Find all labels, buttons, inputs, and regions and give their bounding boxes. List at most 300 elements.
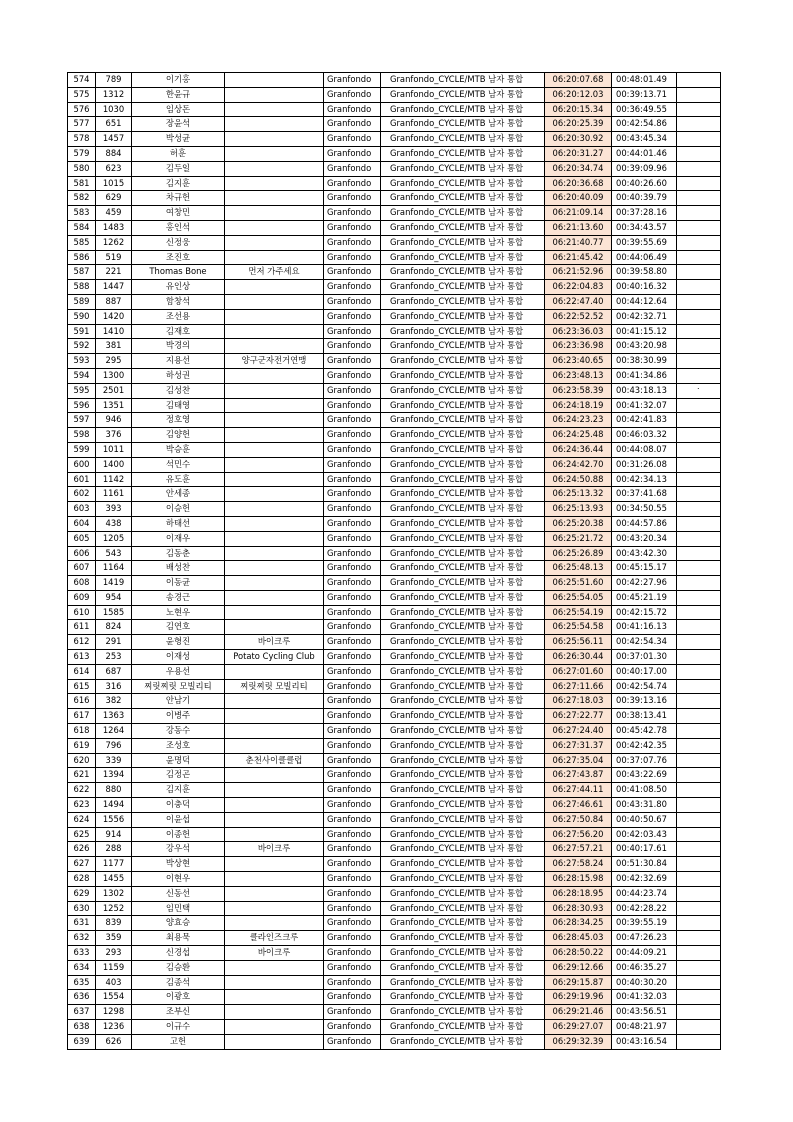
split-time-cell: 00:42:54.74 <box>612 679 677 694</box>
course-cell: Granfondo <box>324 931 381 946</box>
rank-cell: 601 <box>68 472 96 487</box>
empty-cell <box>677 812 721 827</box>
rank-cell: 580 <box>68 161 96 176</box>
finish-time-cell: 06:27:58.24 <box>545 857 612 872</box>
empty-cell <box>677 117 721 132</box>
team-cell <box>225 294 324 309</box>
rank-cell: 628 <box>68 872 96 887</box>
category-cell: Granfondo_CYCLE/MTB 남자 통합 <box>381 176 545 191</box>
course-cell: Granfondo <box>324 502 381 517</box>
split-time-cell: 00:42:54.86 <box>612 117 677 132</box>
rank-cell: 600 <box>68 457 96 472</box>
name-cell: 장윤석 <box>132 117 225 132</box>
table-row <box>68 324 721 339</box>
rank-cell: 611 <box>68 620 96 635</box>
category-cell: Granfondo_CYCLE/MTB 남자 통합 <box>381 694 545 709</box>
split-time-cell: 00:39:09.96 <box>612 161 677 176</box>
split-time-cell: 00:42:32.69 <box>612 872 677 887</box>
split-time-cell: 00:43:20.34 <box>612 531 677 546</box>
team-cell <box>225 206 324 221</box>
rank-cell: 631 <box>68 916 96 931</box>
empty-cell <box>677 472 721 487</box>
split-time-cell: 00:39:13.16 <box>612 694 677 709</box>
empty-cell <box>677 590 721 605</box>
table-row <box>68 280 721 295</box>
empty-cell <box>677 146 721 161</box>
empty-cell <box>677 901 721 916</box>
course-cell: Granfondo <box>324 324 381 339</box>
finish-time-cell: 06:28:30.93 <box>545 901 612 916</box>
finish-time-cell: 06:23:58.39 <box>545 383 612 398</box>
finish-time-cell: 06:25:56.11 <box>545 635 612 650</box>
empty-cell <box>677 650 721 665</box>
empty-cell <box>677 206 721 221</box>
name-cell: 안남기 <box>132 694 225 709</box>
course-cell: Granfondo <box>324 916 381 931</box>
name-cell: 김재호 <box>132 324 225 339</box>
empty-cell <box>677 413 721 428</box>
bib-cell: 1030 <box>96 102 132 117</box>
name-cell: 이승헌 <box>132 502 225 517</box>
name-cell: 김지훈 <box>132 176 225 191</box>
table-row <box>68 857 721 872</box>
category-cell: Granfondo_CYCLE/MTB 남자 통합 <box>381 753 545 768</box>
course-cell: Granfondo <box>324 487 381 502</box>
empty-cell <box>677 294 721 309</box>
course-cell: Granfondo <box>324 946 381 961</box>
rank-cell: 634 <box>68 960 96 975</box>
bib-cell: 293 <box>96 946 132 961</box>
finish-time-cell: 06:29:19.96 <box>545 990 612 1005</box>
name-cell: 신경섭 <box>132 946 225 961</box>
category-cell: Granfondo_CYCLE/MTB 남자 통합 <box>381 472 545 487</box>
name-cell: 박성균 <box>132 132 225 147</box>
name-cell: 고헌 <box>132 1034 225 1049</box>
empty-cell <box>677 827 721 842</box>
rank-cell: 613 <box>68 650 96 665</box>
finish-time-cell: 06:20:07.68 <box>545 73 612 88</box>
finish-time-cell: 06:20:40.09 <box>545 191 612 206</box>
name-cell: 찌릿찌릿 모빌리티 <box>132 679 225 694</box>
bib-cell: 626 <box>96 1034 132 1049</box>
course-cell: Granfondo <box>324 679 381 694</box>
course-cell: Granfondo <box>324 635 381 650</box>
table-row <box>68 605 721 620</box>
table-row <box>68 73 721 88</box>
course-cell: Granfondo <box>324 531 381 546</box>
table-row <box>68 309 721 324</box>
team-cell <box>225 531 324 546</box>
table-row <box>68 679 721 694</box>
team-cell <box>225 472 324 487</box>
table-row <box>68 753 721 768</box>
category-cell: Granfondo_CYCLE/MTB 남자 통합 <box>381 294 545 309</box>
finish-time-cell: 06:21:13.60 <box>545 220 612 235</box>
name-cell: 이재성 <box>132 650 225 665</box>
team-cell: 클라인즈크루 <box>225 931 324 946</box>
finish-time-cell: 06:27:56.20 <box>545 827 612 842</box>
split-time-cell: 00:42:28.22 <box>612 901 677 916</box>
bib-cell: 623 <box>96 161 132 176</box>
split-time-cell: 00:44:06.49 <box>612 250 677 265</box>
split-time-cell: 00:44:08.07 <box>612 442 677 457</box>
course-cell: Granfondo <box>324 442 381 457</box>
bib-cell: 253 <box>96 650 132 665</box>
empty-cell <box>677 857 721 872</box>
course-cell: Granfondo <box>324 73 381 88</box>
table-row <box>68 339 721 354</box>
name-cell: 한윤규 <box>132 87 225 102</box>
course-cell: Granfondo <box>324 250 381 265</box>
split-time-cell: 00:38:30.99 <box>612 354 677 369</box>
table-row <box>68 783 721 798</box>
empty-cell <box>677 1034 721 1049</box>
course-cell: Granfondo <box>324 783 381 798</box>
bib-cell: 1455 <box>96 872 132 887</box>
empty-cell <box>677 990 721 1005</box>
name-cell: 김동춘 <box>132 546 225 561</box>
bib-cell: 1556 <box>96 812 132 827</box>
team-cell: 찌릿찌릿 모빌리티 <box>225 679 324 694</box>
finish-time-cell: 06:27:57.21 <box>545 842 612 857</box>
empty-cell <box>677 576 721 591</box>
name-cell: 양효승 <box>132 916 225 931</box>
finish-time-cell: 06:25:54.58 <box>545 620 612 635</box>
bib-cell: 291 <box>96 635 132 650</box>
course-cell: Granfondo <box>324 265 381 280</box>
rank-cell: 592 <box>68 339 96 354</box>
table-row <box>68 650 721 665</box>
category-cell: Granfondo_CYCLE/MTB 남자 통합 <box>381 309 545 324</box>
team-cell <box>225 960 324 975</box>
finish-time-cell: 06:29:32.39 <box>545 1034 612 1049</box>
team-cell <box>225 220 324 235</box>
bib-cell: 1554 <box>96 990 132 1005</box>
course-cell: Granfondo <box>324 206 381 221</box>
category-cell: Granfondo_CYCLE/MTB 남자 통합 <box>381 1034 545 1049</box>
team-cell <box>225 886 324 901</box>
empty-cell <box>677 605 721 620</box>
bib-cell: 1363 <box>96 709 132 724</box>
name-cell: 박승훈 <box>132 442 225 457</box>
empty-cell <box>677 738 721 753</box>
name-cell: 조선용 <box>132 309 225 324</box>
empty-cell <box>677 709 721 724</box>
category-cell: Granfondo_CYCLE/MTB 남자 통합 <box>381 87 545 102</box>
category-cell: Granfondo_CYCLE/MTB 남자 통합 <box>381 724 545 739</box>
category-cell: Granfondo_CYCLE/MTB 남자 통합 <box>381 368 545 383</box>
empty-cell <box>677 176 721 191</box>
empty-cell <box>677 783 721 798</box>
category-cell: Granfondo_CYCLE/MTB 남자 통합 <box>381 916 545 931</box>
team-cell <box>225 280 324 295</box>
name-cell: 우용선 <box>132 664 225 679</box>
category-cell: Granfondo_CYCLE/MTB 남자 통합 <box>381 220 545 235</box>
rank-cell: 636 <box>68 990 96 1005</box>
table-row <box>68 724 721 739</box>
table-row <box>68 709 721 724</box>
course-cell: Granfondo <box>324 664 381 679</box>
table-row <box>68 398 721 413</box>
name-cell: 김승환 <box>132 960 225 975</box>
course-cell: Granfondo <box>324 605 381 620</box>
rank-cell: 635 <box>68 975 96 990</box>
course-cell: Granfondo <box>324 1034 381 1049</box>
empty-cell <box>677 679 721 694</box>
name-cell: 강동수 <box>132 724 225 739</box>
team-cell <box>225 102 324 117</box>
rank-cell: 591 <box>68 324 96 339</box>
category-cell: Granfondo_CYCLE/MTB 남자 통합 <box>381 383 545 398</box>
category-cell: Granfondo_CYCLE/MTB 남자 통합 <box>381 1005 545 1020</box>
table-row <box>68 738 721 753</box>
empty-cell <box>677 975 721 990</box>
rank-cell: 608 <box>68 576 96 591</box>
table-row <box>68 235 721 250</box>
name-cell: 조진호 <box>132 250 225 265</box>
course-cell: Granfondo <box>324 191 381 206</box>
table-row <box>68 975 721 990</box>
rank-cell: 604 <box>68 516 96 531</box>
rank-cell: 606 <box>68 546 96 561</box>
split-time-cell: 00:48:21.97 <box>612 1020 677 1035</box>
rank-cell: 584 <box>68 220 96 235</box>
table-row <box>68 694 721 709</box>
course-cell: Granfondo <box>324 886 381 901</box>
split-time-cell: 00:36:49.55 <box>612 102 677 117</box>
course-cell: Granfondo <box>324 872 381 887</box>
category-cell: Granfondo_CYCLE/MTB 남자 통합 <box>381 576 545 591</box>
empty-cell <box>677 398 721 413</box>
category-cell: Granfondo_CYCLE/MTB 남자 통합 <box>381 265 545 280</box>
split-time-cell: 00:42:34.13 <box>612 472 677 487</box>
split-time-cell: 00:31:26.08 <box>612 457 677 472</box>
course-cell: Granfondo <box>324 561 381 576</box>
bib-cell: 393 <box>96 502 132 517</box>
finish-time-cell: 06:27:43.87 <box>545 768 612 783</box>
empty-cell <box>677 886 721 901</box>
finish-time-cell: 06:27:35.04 <box>545 753 612 768</box>
team-cell <box>225 664 324 679</box>
table-row <box>68 827 721 842</box>
name-cell: 이윤섭 <box>132 812 225 827</box>
course-cell: Granfondo <box>324 294 381 309</box>
name-cell: 김성찬 <box>132 383 225 398</box>
table-row <box>68 117 721 132</box>
table-row <box>68 664 721 679</box>
name-cell: 조부신 <box>132 1005 225 1020</box>
empty-cell <box>677 161 721 176</box>
rank-cell: 574 <box>68 73 96 88</box>
team-cell <box>225 383 324 398</box>
finish-time-cell: 06:24:23.23 <box>545 413 612 428</box>
split-time-cell: 00:43:56.51 <box>612 1005 677 1020</box>
category-cell: Granfondo_CYCLE/MTB 남자 통합 <box>381 516 545 531</box>
table-row <box>68 250 721 265</box>
rank-cell: 577 <box>68 117 96 132</box>
split-time-cell: 00:43:16.54 <box>612 1034 677 1049</box>
table-row <box>68 872 721 887</box>
rank-cell: 587 <box>68 265 96 280</box>
table-row <box>68 220 721 235</box>
empty-cell <box>677 87 721 102</box>
rank-cell: 625 <box>68 827 96 842</box>
rank-cell: 598 <box>68 428 96 443</box>
table-row <box>68 842 721 857</box>
table-row <box>68 1034 721 1049</box>
empty-cell <box>677 664 721 679</box>
table-row <box>68 768 721 783</box>
category-cell: Granfondo_CYCLE/MTB 남자 통합 <box>381 857 545 872</box>
category-cell: Granfondo_CYCLE/MTB 남자 통합 <box>381 827 545 842</box>
finish-time-cell: 06:29:21.46 <box>545 1005 612 1020</box>
category-cell: Granfondo_CYCLE/MTB 남자 통합 <box>381 354 545 369</box>
table-row <box>68 516 721 531</box>
split-time-cell: 00:37:01.30 <box>612 650 677 665</box>
finish-time-cell: 06:20:36.68 <box>545 176 612 191</box>
course-cell: Granfondo <box>324 827 381 842</box>
empty-cell <box>677 1020 721 1035</box>
split-time-cell: 00:34:50.55 <box>612 502 677 517</box>
rank-cell: 607 <box>68 561 96 576</box>
category-cell: Granfondo_CYCLE/MTB 남자 통합 <box>381 783 545 798</box>
course-cell: Granfondo <box>324 798 381 813</box>
rank-cell: 612 <box>68 635 96 650</box>
empty-cell <box>677 798 721 813</box>
finish-time-cell: 06:20:12.03 <box>545 87 612 102</box>
table-row <box>68 472 721 487</box>
finish-time-cell: 06:22:47.40 <box>545 294 612 309</box>
bib-cell: 1419 <box>96 576 132 591</box>
course-cell: Granfondo <box>324 901 381 916</box>
split-time-cell: 00:44:01.46 <box>612 146 677 161</box>
name-cell: 김연호 <box>132 620 225 635</box>
finish-time-cell: 06:27:24.40 <box>545 724 612 739</box>
bib-cell: 438 <box>96 516 132 531</box>
bib-cell: 295 <box>96 354 132 369</box>
empty-cell <box>677 768 721 783</box>
split-time-cell: 00:46:03.32 <box>612 428 677 443</box>
finish-time-cell: 06:28:50.22 <box>545 946 612 961</box>
finish-time-cell: 06:24:18.19 <box>545 398 612 413</box>
category-cell: Granfondo_CYCLE/MTB 남자 통합 <box>381 679 545 694</box>
rank-cell: 595 <box>68 383 96 398</box>
team-cell: 양구군자전거연맹 <box>225 354 324 369</box>
course-cell: Granfondo <box>324 457 381 472</box>
split-time-cell: 00:42:15.72 <box>612 605 677 620</box>
split-time-cell: 00:42:54.34 <box>612 635 677 650</box>
bib-cell: 1394 <box>96 768 132 783</box>
split-time-cell: 00:41:32.03 <box>612 990 677 1005</box>
category-cell: Granfondo_CYCLE/MTB 남자 통합 <box>381 620 545 635</box>
table-row <box>68 916 721 931</box>
finish-time-cell: 06:21:09.14 <box>545 206 612 221</box>
empty-cell <box>677 457 721 472</box>
rank-cell: 597 <box>68 413 96 428</box>
bib-cell: 1494 <box>96 798 132 813</box>
name-cell: 배성찬 <box>132 561 225 576</box>
rank-cell: 599 <box>68 442 96 457</box>
empty-cell <box>677 354 721 369</box>
finish-time-cell: 06:25:51.60 <box>545 576 612 591</box>
empty-cell <box>677 946 721 961</box>
split-time-cell: 00:44:09.21 <box>612 946 677 961</box>
name-cell: 신정웅 <box>132 235 225 250</box>
bib-cell: 887 <box>96 294 132 309</box>
finish-time-cell: 06:22:52.52 <box>545 309 612 324</box>
team-cell <box>225 457 324 472</box>
finish-time-cell: 06:25:20.38 <box>545 516 612 531</box>
category-cell: Granfondo_CYCLE/MTB 남자 통합 <box>381 886 545 901</box>
table-row <box>68 87 721 102</box>
finish-time-cell: 06:29:12.66 <box>545 960 612 975</box>
bib-cell: 1457 <box>96 132 132 147</box>
bib-cell: 403 <box>96 975 132 990</box>
split-time-cell: 00:41:15.12 <box>612 324 677 339</box>
table-row <box>68 561 721 576</box>
team-cell <box>225 738 324 753</box>
rank-cell: 621 <box>68 768 96 783</box>
course-cell: Granfondo <box>324 975 381 990</box>
course-cell: Granfondo <box>324 694 381 709</box>
table-row <box>68 1020 721 1035</box>
course-cell: Granfondo <box>324 472 381 487</box>
course-cell: Granfondo <box>324 413 381 428</box>
course-cell: Granfondo <box>324 398 381 413</box>
empty-cell <box>677 620 721 635</box>
team-cell <box>225 146 324 161</box>
empty-cell <box>677 916 721 931</box>
team-cell <box>225 516 324 531</box>
finish-time-cell: 06:25:26.89 <box>545 546 612 561</box>
table-row <box>68 812 721 827</box>
empty-cell <box>677 339 721 354</box>
team-cell <box>225 132 324 147</box>
course-cell: Granfondo <box>324 516 381 531</box>
category-cell: Granfondo_CYCLE/MTB 남자 통합 <box>381 798 545 813</box>
bib-cell: 914 <box>96 827 132 842</box>
category-cell: Granfondo_CYCLE/MTB 남자 통합 <box>381 413 545 428</box>
name-cell: 송경근 <box>132 590 225 605</box>
table-row <box>68 368 721 383</box>
team-cell <box>225 1005 324 1020</box>
bib-cell: 1164 <box>96 561 132 576</box>
name-cell: 함창석 <box>132 294 225 309</box>
bib-cell: 1400 <box>96 457 132 472</box>
bib-cell: 316 <box>96 679 132 694</box>
finish-time-cell: 06:22:04.83 <box>545 280 612 295</box>
split-time-cell: 00:38:13.41 <box>612 709 677 724</box>
category-cell: Granfondo_CYCLE/MTB 남자 통합 <box>381 768 545 783</box>
empty-cell <box>677 753 721 768</box>
course-cell: Granfondo <box>324 428 381 443</box>
bib-cell: 1351 <box>96 398 132 413</box>
rank-cell: 627 <box>68 857 96 872</box>
name-cell: 노현우 <box>132 605 225 620</box>
split-time-cell: 00:43:18.13 <box>612 383 677 398</box>
rank-cell: 614 <box>68 664 96 679</box>
finish-time-cell: 06:25:13.93 <box>545 502 612 517</box>
course-cell: Granfondo <box>324 990 381 1005</box>
empty-cell <box>677 635 721 650</box>
name-cell: 이광호 <box>132 990 225 1005</box>
table-row <box>68 990 721 1005</box>
split-time-cell: 00:41:16.13 <box>612 620 677 635</box>
rank-cell: 637 <box>68 1005 96 1020</box>
bib-cell: 1177 <box>96 857 132 872</box>
finish-time-cell: 06:23:40.65 <box>545 354 612 369</box>
rank-cell: 630 <box>68 901 96 916</box>
